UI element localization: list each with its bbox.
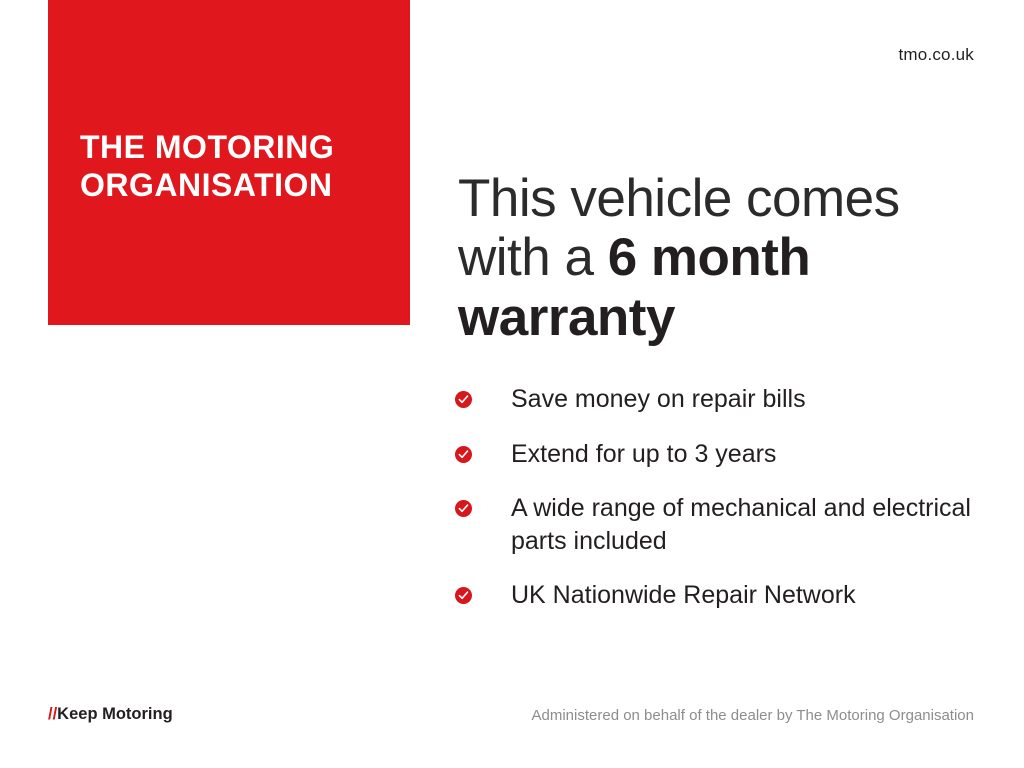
- check-icon: [455, 391, 472, 408]
- benefits-list: [455, 383, 995, 634]
- footer-disclaimer: Administered on behalf of the dealer by The Motoring Organisation: [531, 707, 974, 724]
- list-item: [455, 438, 995, 471]
- brand-logo-text: [48, 129, 352, 205]
- list-item: [455, 383, 995, 416]
- slash-icon: //: [48, 705, 58, 723]
- benefit-label: UK Nationwide Repair Network: [511, 581, 856, 609]
- website-url[interactable]: tmo.co.uk: [898, 45, 974, 64]
- list-item: [455, 492, 995, 557]
- benefit-label: Extend for up to 3 years: [511, 439, 777, 468]
- footer-tagline-text: Keep Motoring: [57, 705, 173, 723]
- brand-logo-block: [48, 0, 410, 325]
- check-icon: [455, 587, 472, 604]
- page-title: [458, 169, 988, 349]
- check-icon: [455, 500, 472, 517]
- check-icon: [455, 446, 472, 463]
- benefit-label: Save money on repair bills: [511, 385, 806, 413]
- brand-logo-line-1: THE MOTORING: [80, 128, 335, 165]
- brand-logo-line-2: ORGANISATION: [80, 166, 333, 203]
- benefit-label: A wide range of mechanical and electrical parts included: [511, 494, 971, 555]
- list-item: [455, 579, 995, 612]
- headline-lead: This vehicle comes with a: [458, 168, 900, 288]
- headline-emphasis: 6 month warranty: [458, 228, 811, 348]
- footer-tagline: [48, 705, 173, 724]
